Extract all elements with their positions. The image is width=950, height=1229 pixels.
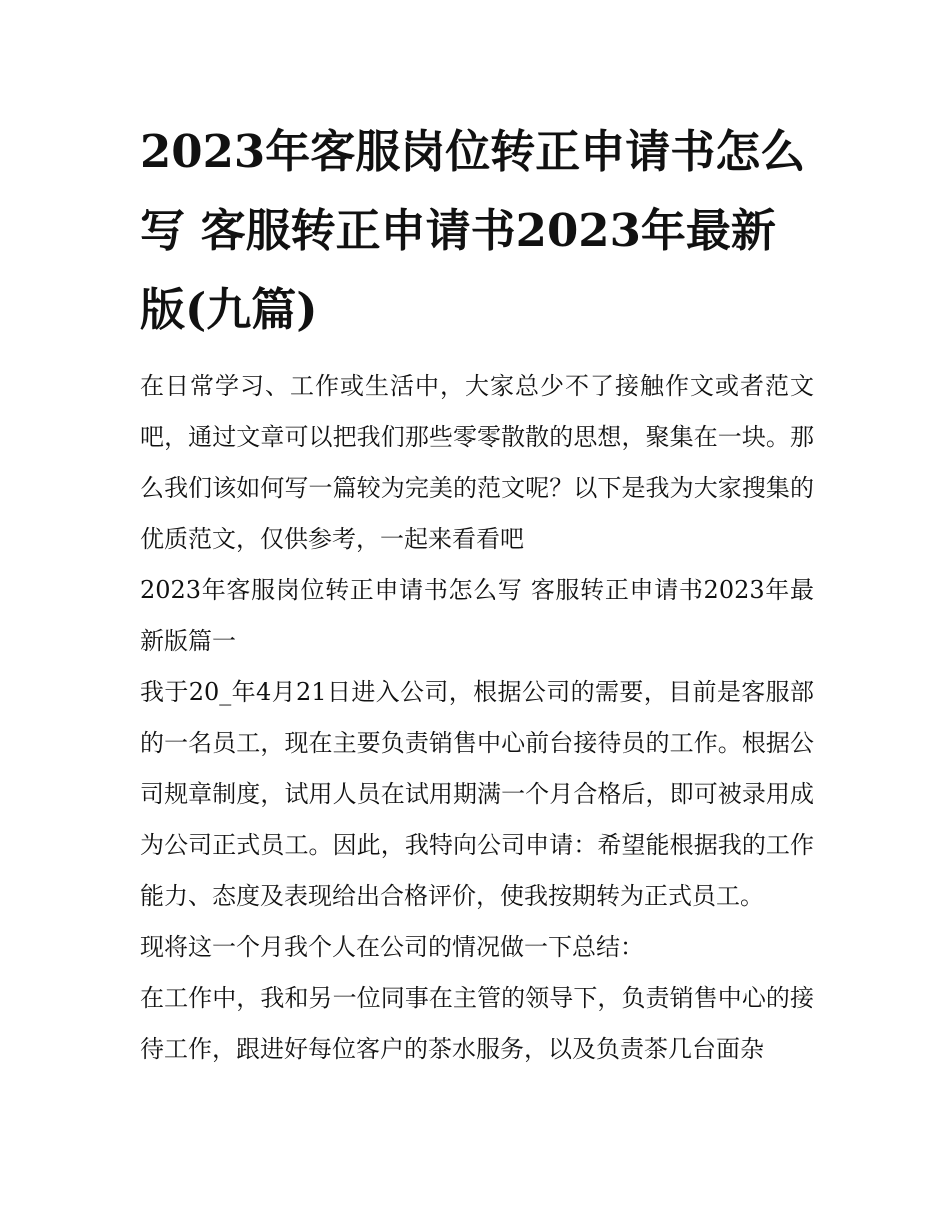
document-title: 2023年客服岗位转正申请书怎么写 客服转正申请书2023年最新版(九篇) [140,125,806,336]
body-paragraph: 我于20_年4月21日进入公司，根据公司的需要，目前是客服部的一名员工，现在主要负责销售中心前台接待员的工作。根据公司规章制度，试用人员在试用期满一个月合格后，即可被录用成为公司正式员工。因此，我特向公司申请：希望能根据我的工作能力、态度及表现给出合格评价，使我按期转为正式员工。 [140,678,814,910]
body-paragraph: 现将这一个月我个人在公司的情况做一下总结： [140,933,644,961]
section-heading: 2023年客服岗位转正申请书怎么写 客服转正申请书2023年最新版篇一 [140,576,814,655]
intro-paragraph: 在日常学习、工作或生活中，大家总少不了接触作文或者范文吧，通过文章可以把我们那些零零散散的思想，聚集在一块。那么我们该如何写一篇较为完美的范文呢？以下是我为大家搜集的优质范文，仅供参考，一起来看看吧 [140,372,814,553]
body-paragraph: 在工作中，我和另一位同事在主管的领导下，负责销售中心的接待工作，跟进好每位客户的茶水服务，以及负责茶几台面杂 [140,984,814,1063]
